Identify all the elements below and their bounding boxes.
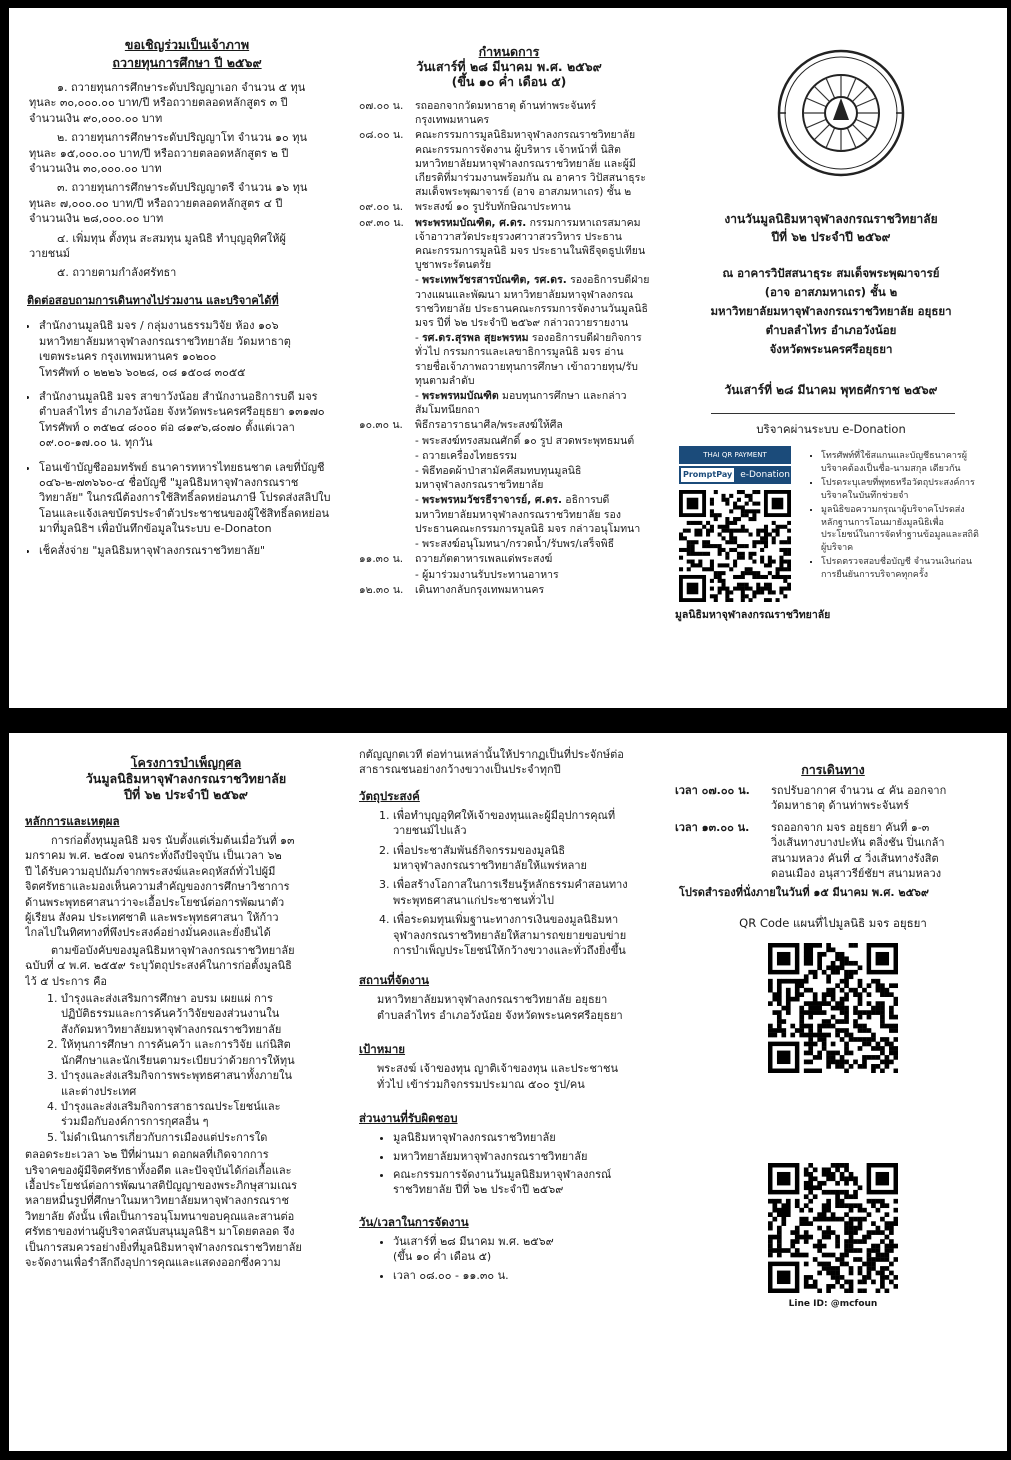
schedule-date: วันเสาร์ที่ ๒๘ มีนาคม พ.ศ. ๒๕๖๙ (416, 59, 602, 74)
continuation-text: กตัญญูกตเวที ต่อท่านเหล่านั้นให้ปรากฏเป็นที่ประจักษ์ต่อ สาธารณชนอย่างกว้างขวางเป็นประจำทุกปี (359, 748, 624, 777)
edonation-note-3: ▪ มูลนิธิขอความกรุณาผู้บริจาคโปรดส่งหลักฐานการโอนมายังมูลนิธิเพื่อประโยชน์ในการจัดทำฐานข้อมูลและสถิติผู้บริจาค (821, 504, 981, 554)
brochure-sheet-front (9, 8, 1007, 708)
travel1-time: เวลา ๐๗.๐๐ น. (675, 784, 750, 797)
schedule-row (359, 200, 659, 215)
schedule-row (359, 128, 659, 200)
promptpay-logo: PromptPay (681, 468, 734, 482)
foundation-objectives (25, 991, 347, 1145)
sponsor-option-2: ๒. ถวายทุนการศึกษาระดับปริญญาโท จำนวน ๑๐ ทุน ทุนละ ๑๕,๐๐๐.๐๐ บาท/ปี หรือถวายตลอดหลักสูตร ๒ ปี จำนวนเงิน ๓๐,๐๐๐.๐๐ บาท (29, 131, 307, 176)
schedule-row (359, 99, 659, 128)
schedule-row (359, 449, 659, 464)
contact-cheque: • เช็คสั่งจ่าย "มูลนิธิมหาจุฬาลงกรณราชวิทยาลัย" (39, 543, 347, 558)
schedule-time (359, 568, 415, 583)
schedule-text: รถออกจากวัดมหาธาตุ ด้านท่าพระจันทร์ กรุงเทพมหานคร (415, 100, 597, 127)
schedule-text: พระสงฆ์ทรงสมณศักดิ์ ๑๐ รูป สวดพระพุทธมนต์ (422, 434, 635, 447)
schedule-time (359, 331, 415, 389)
schedule-row (359, 537, 659, 552)
travel2-text: รถออกจาก มจร อยุธยา คันที่ ๑-๓ วิ่งเส้นทางบางปะหัน ตลิ่งชัน ปิ่นเกล้า สนามหลวง คันที่ ๔ วิ่งเส้นทางรังสิต ดอนเมือง อนุสาวรีย์ชัยฯ สนามหลวง (771, 820, 945, 881)
travel-item-1 (675, 783, 991, 814)
sponsorship-column (27, 8, 347, 708)
travel-item-2 (675, 820, 991, 882)
schedule-time: ๐๗.๐๐ น. (359, 100, 404, 112)
schedule-activity (415, 216, 659, 274)
schedule-time (359, 449, 415, 464)
unit-item-3: • คณะกรรมการจัดงานวันมูลนิธิมหาจุฬาลงกรณ์ ราชวิทยาลัย ปีที่ ๖๒ ประจำปี ๒๕๖๙ (393, 1167, 665, 1198)
schedule-time (359, 389, 415, 418)
sponsor-option-1: ๑. ถวายทุนการศึกษาระดับปริญญาเอก จำนวน ๕ ทุน ทุนละ ๓๐,๐๐๐.๐๐ บาท/ปี หรือถวายตลอดหลักสูตร ๓ ปี จำนวนเงิน ๙๐,๐๐๐.๐๐ บาท (29, 81, 306, 125)
foundation-seal (691, 48, 991, 178)
contact-bangkok: • สำนักงานมูลนิธิ มจร / กลุ่มงานธรรมวิจัย ห้อง ๑๐๖ มหาวิทยาลัยมหาจุฬาลงกรณราชวิทยาลัย วัดมหาธาตุ เขตพระนคร กรุงเทพมหานคร ๑๐๒๐๐ โทรศัพท์ ๐ ๒๒๒๖ ๖๐๒๘, ๐๘ ๑๕๐๘ ๓๐๕๕ (39, 318, 347, 380)
schedule-time: ๐๘.๐๐ น. (359, 129, 404, 142)
schedule-activity (415, 583, 659, 598)
objective-item-2: 2. ให้ทุนการศึกษา การค้นคว้า และการวิจัย แก่นิสิต นักศึกษาและนักเรียนตามระเบียบว่าด้วยการให้ทุน (61, 1037, 347, 1068)
sponsor-option-3: ๓. ถวายทุนการศึกษาระดับปริญญาตรี จำนวน ๑๖ ทุน ทุนละ ๗,๐๐๐.๐๐ บาท/ปี หรือถวายตลอดหลักสูตร ๔ ปี จำนวนเงิน ๒๘,๐๐๐.๐๐ บาท (29, 181, 308, 226)
schedule-row (359, 464, 659, 493)
schedule-text: พระสงฆ์อนุโมทนา/กรวดน้ำ/รับพร/เสร็จพิธี (422, 538, 615, 551)
schedule-text: คณะกรรมการมูลนิธิมหาจุฬาลงกรณราชวิทยาลัย คณะกรรมการจัดงาน ผู้บริหาร เจ้าหน้าที่ นิสิต มหาวิทยาลัยมหาจุฬาลงกรณราชวิทยาลัย และผู้มี เกียรติที่มาร่วมงานพร้อมกัน ณ อาคาร วิปัสสนาธุระ สมเด็จพระพุฒาจารย์ (อาจ อาสภมหาเถร) ชั้น ๒ (415, 129, 646, 199)
project-column (25, 733, 347, 1451)
schedule-activity: - พิธีทอดผ้าป่าสามัคคีสมทบทุนมูลนิธิ มหาจุฬาลงกรณราชวิทยาลัย (415, 465, 582, 492)
travel1-text: รถปรับอากาศ จำนวน ๔ คัน ออกจาก วัดมหาธาตุ ด้านท่าพระจันทร์ (771, 784, 947, 813)
schedule-text: กรรมการมหาเถรสมาคม เจ้าอาวาสวัดประยุรวงศาวาสวรวิหาร ประธาน คณะกรรมการมูลนิธิ มจร ประธานในพิธีจุดธูปเทียน บูชาพระรัตนตรัย (415, 216, 646, 272)
schedule-text: พระสงฆ์ ๑๐ รูปรับทักษิณาประทาน (415, 201, 571, 214)
schedule-text: พิธีทอดผ้าป่าสามัคคีสมทบทุนมูลนิธิ มหาจุฬาลงกรณราชวิทยาลัย (415, 465, 582, 492)
objective-item-3: 3. บำรุงและส่งเสริมกิจการพระพุทธศาสนาทั้งภายใน และต่างประเทศ (61, 1068, 347, 1099)
contact-list (27, 318, 347, 558)
datetime-list (359, 1234, 665, 1283)
units-list (359, 1130, 665, 1198)
qr-caption: มูลนิธิมหาจุฬาลงกรณราชวิทยาลัย (675, 609, 831, 621)
schedule-time: ๑๒.๓๐ น. (359, 583, 404, 596)
schedule-time: ๑๑.๓๐ น. (359, 553, 404, 566)
datetime-item-2: • เวลา ๐๘.๐๐ - ๑๑.๓๐ น. (393, 1268, 665, 1283)
schedule-activity: - พระพรหมบัณฑิต มอบทุนการศึกษา และกล่าว สัมโมทนียกถา (415, 390, 627, 417)
project-heading-2: วันมูลนิธิมหาจุฬาลงกรณราชวิทยาลัย (85, 771, 287, 786)
schedule-row (359, 568, 659, 583)
place-heading: สถานที่จัดงาน (359, 973, 430, 988)
schedule-activity: - พระสงฆ์ทรงสมณศักดิ์ ๑๐ รูป สวดพระพุทธมนต์ (415, 434, 635, 447)
project-objectives (359, 808, 665, 959)
schedule-time (359, 537, 415, 552)
sponsor-heading-1: ขอเชิญร่วมเป็นเจ้าภาพ (124, 37, 250, 52)
schedule-speaker: พระพรหมบัณฑิต, ศ.ดร. (415, 216, 527, 229)
seal-icon (776, 48, 906, 178)
schedule-speaker: พระพรหมวัชรธีราจารย์, ศ.ดร. (422, 494, 562, 507)
reserve-note: โปรดสำรองที่นั่งภายในวันที่ ๑๕ มีนาคม พ.ศ. ๒๕๖๙ (679, 886, 929, 900)
place-text: มหาวิทยาลัยมหาจุฬาลงกรณราชวิทยาลัย อยุธยา ตำบลลำไทร อำเภอวังน้อย จังหวัดพระนครศรีอยุธยา (377, 993, 623, 1022)
sponsor-option-4: ๔. เพิ่มทุน ตั้งทุน สะสมทุน มูลนิธิ ทำบุญอุทิศให้ผู้ วายชนม์ (29, 231, 286, 261)
schedule-time: ๐๙.๐๐ น. (359, 201, 404, 214)
event-date: วันเสาร์ที่ ๒๘ มีนาคม พุทธศักราช ๒๕๖๙ (724, 383, 938, 397)
edonation-note-2: ▪ โปรดระบุเลขที่พุทธหรือวัตถุประสงค์การบริจาคในบันทึกช่วยจำ (821, 477, 981, 502)
schedule-speaker: พระพรหมบัณฑิต (422, 390, 499, 403)
schedule-row (359, 273, 659, 331)
unit-item-1: • มูลนิธิมหาจุฬาลงกรณราชวิทยาลัย (393, 1130, 665, 1145)
schedule-text: เดินทางกลับกรุงเทพมหานคร (415, 583, 545, 596)
closing-text: ตลอดระยะเวลา ๖๒ ปีที่ผ่านมา ดอกผลที่เกิดจากการ บริจาคของผู้มีจิตศรัทธาทั้งอดีต และปัจจุบันได้ก่อเกื้อและ เอื้อประโยชน์ต่อการพัฒนาสติปัญญาของพระภิกษุสามเณร หลายหมื่นรูปที่ศึกษาในมหาวิทยาลัยมหาจุฬาลงกรณราช วิทยาลัย ดังนั้น เพื่อเป็นการอนุโมทนาขอบคุณและสานต่อ ศรัทธาของท่านผู้บริจาคสนับสนุนมูลนิธิฯ มาโดยตลอด จึง เป็นการสมควรอย่างยิ่งที่มูลนิธิมหาจุฬาลงกรณราชวิทยาลัย จะจัดงานเพื่อรำลึกถึงอุปการคุณและแสดงออกซึ่งความ (25, 1148, 302, 1269)
schedule-heading: กำหนดการ (478, 44, 540, 59)
thai-qr-banner: THAI QR PAYMENT (679, 446, 791, 464)
schedule-activity: - ผู้มาร่วมงานรับประทานอาหาร (415, 568, 559, 581)
principle-heading: หลักการและเหตุผล (25, 814, 120, 828)
schedule-time (359, 464, 415, 493)
schedule-row (359, 583, 659, 598)
project-objective-1: 1. เพื่อทำบุญอุทิศให้เจ้าของทุนและผู้มีอุปการคุณที่ วายชนม์ไปแล้ว (393, 808, 665, 839)
edonation-note-4: ▪ โปรดตรวจสอบชื่อบัญชี จำนวนเงินก่อนการยืนยันการบริจาคทุกครั้ง (821, 556, 981, 581)
travel-column (675, 733, 991, 1451)
schedule-row (359, 493, 659, 537)
sponsor-heading-2: ถวายทุนการศึกษา ปี ๒๕๖๙ (112, 55, 262, 70)
brochure-sheet-back (9, 733, 1007, 1451)
schedule-speaker: พระเทพวัชรสารบัณฑิต, รศ.ดร. (422, 274, 567, 287)
units-heading: ส่วนงานที่รับผิดชอบ (359, 1111, 458, 1126)
schedule-text: รองอธิการบดีฝ่าย วางแผนและพัฒนา มหาวิทยาลัยมหาจุฬาลงกรณ ราชวิทยาลัย ประธานคณะกรรมการจัดงานวันมูลนิธิ มจร ปีที่ ๖๒ ประจำปี ๒๕๖๙ กล่าวถวายรายงาน (415, 274, 650, 330)
event-title-1: งานวันมูลนิธิมหาจุฬาลงกรณราชวิทยาลัย (724, 212, 938, 226)
schedule-column (359, 8, 659, 708)
schedule-time: ๐๙.๓๐ น. (359, 216, 404, 229)
schedule-time (359, 493, 415, 537)
schedule-activity (415, 418, 659, 433)
schedule-speaker: รศ.ดร.สุรพล สุยะพรหม (422, 332, 529, 345)
travel-heading: การเดินทาง (801, 762, 865, 777)
schedule-activity: - พระเทพวัชรสารบัณฑิต, รศ.ดร. รองอธิการบดีฝ่าย วางแผนและพัฒนา มหาวิทยาลัยมหาจุฬาลงกรณ ราชวิทยาลัย ประธานคณะกรรมการจัดงานวันมูลนิธิ มจร ปีที่ ๖๒ ประจำปี ๒๕๖๙ กล่าวถวายรายงาน (415, 274, 650, 330)
schedule-activity: - ถวายเครื่องไทยธรรม (415, 449, 518, 462)
schedule-row (359, 331, 659, 389)
schedule-text: พิธีกรอาราธนาศีล/พระสงฆ์ให้ศีล (415, 419, 563, 432)
cover-column (671, 8, 991, 708)
unit-item-2: • มหาวิทยาลัยมหาจุฬาลงกรณราชวิทยาลัย (393, 1149, 665, 1164)
contact-heading: ติดต่อสอบถามการเดินทางไปร่วมงาน และบริจาคได้ที่ (27, 293, 279, 307)
datetime-item-1: • วันเสาร์ที่ ๒๘ มีนาคม พ.ศ. ๒๕๖๙ (ขึ้น ๑๐ ค่ำ เดือน ๕) (393, 1234, 665, 1265)
project-objective-3: 3. เพื่อสร้างโอกาสในการเรียนรู้หลักธรรมคำสอนทาง พระพุทธศาสนาแก่ประชาชนทั่วไป (393, 877, 665, 908)
schedule-time: ๑๐.๓๐ น. (359, 419, 403, 432)
datetime-heading: วัน/เวลาในการจัดงาน (359, 1214, 469, 1229)
schedule-row (359, 389, 659, 418)
schedule-time (359, 273, 415, 331)
schedule-activity: - รศ.ดร.สุรพล สุยะพรหม รองอธิการบดีฝ่ายกิจการ ทั่วไป กรรมการและเลขาธิการมูลนิธิ มจร อ่าน รายชื่อเจ้าภาพถวายทุนการศึกษา เข้าถวายทุน/รับ ทุนตามลำดับ (415, 332, 642, 387)
schedule-text: ผู้มาร่วมงานรับประทานอาหาร (422, 568, 559, 581)
schedule-text: รองอธิการบดีฝ่ายกิจการ ทั่วไป กรรมการและเลขาธิการมูลนิธิ มจร อ่าน รายชื่อเจ้าภาพถวายทุนการศึกษา เข้าถวายทุน/รับ ทุนตามลำดับ (415, 332, 642, 387)
principle-text: การก่อตั้งทุนมูลนิธิ มจร นับตั้งแต่เริ่มต้นเมื่อวันที่ ๑๓ มกราคม พ.ศ. ๒๕๐๗ จนกระทั่งถึงปัจจุบัน เป็นเวลา ๖๒ ปี ได้รับความอุปถัมภ์จากพระสงฆ์และคฤหัสถ์ทั่วไปผู้มี จิตศรัทธาและมองเห็นความสำคัญของการศึกษาวิชาการ ด้านพระพุทธศาสนาว่าจะเอื้อประโยชน์ต่อการพัฒนาตัว ผู้เรียน สังคม ประเทศชาติ และพระพุทธศาสนา ให้ก้าว ไกลไปในทิศทางที่พึงประสงค์อย่างมั่นคงและยั่งยืนได้ (25, 834, 295, 940)
objective-item-1: 1. บำรุงและส่งเสริมการศึกษา อบรม เผยแผ่ การ ปฏิบัติธรรมและการค้นคว้าวิจัยของส่วนงานใน สังกัดมหาวิทยาลัยมหาจุฬาลงกรณราชวิทยาลัย (61, 991, 347, 1037)
schedule-activity (415, 200, 659, 215)
schedule-row (359, 552, 659, 567)
schedule-row (359, 434, 659, 449)
schedule-text: ถวายเครื่องไทยธรรม (422, 449, 518, 462)
event-venue: ณ อาคารวิปัสสนาธุระ สมเด็จพระพุฒาจารย์ (อาจ อาสภมหาเถร) ชั้น ๒ มหาวิทยาลัยมหาจุฬาลงกรณราชวิทยาลัย อยุธยา ตำบลลำไทร อำเภอวังน้อย จังหวัดพระนครศรีอยุธยา (710, 266, 952, 356)
contact-bank-transfer: • โอนเข้าบัญชีออมทรัพย์ ธนาคารทหารไทยธนชาต เลขที่บัญชี ๐๔๖-๒-๗๓๖๖๐-๔ ชื่อบัญชี "มูลนิธิมหาจุฬาลงกรณราช วิทยาลัย" ในกรณีต้องการใช้สิทธิ์ลดหย่อนภาษี โปรดส่งสลิปใบ โอนและแจ้งเลขบัตรประจำตัวประชาชนของผู้ใช้สิทธิ์ลดหย่อน มาที่มูลนิธิฯ เพื่อบันทึกข้อมูลในระบบ e-Donaton (39, 460, 347, 537)
edonation-note-1: ▪ โทรศัพท์ที่ใช้สแกนและบัญชีธนาคารผู้บริจาคต้องเป็นชื่อ-นามสกุล เดียวกัน (821, 450, 981, 475)
schedule-activity: - พระพรหมวัชรธีราจารย์, ศ.ดร. อธิการบดี มหาวิทยาลัยมหาจุฬาลงกรณราชวิทยาลัย รอง ประธานคณะกรรมการมูลนิธิ มจร กล่าวอนุโมทนา (415, 494, 641, 535)
sponsor-option-5: ๕. ถวายตามกำลังศรัทธา (57, 266, 177, 280)
edonation-heading: บริจาคผ่านระบบ e-Donation (756, 422, 906, 436)
line-qr-code[interactable] (675, 1163, 991, 1293)
schedule-table (359, 99, 659, 598)
project-heading-1: โครงการบำเพ็ญกุศล (130, 755, 242, 770)
schedule-lunar-date: (ขึ้น ๑๐ ค่ำ เดือน ๕) (451, 74, 567, 89)
schedule-row (359, 418, 659, 433)
objectives-heading: วัตถุประสงค์ (359, 788, 420, 803)
event-title-2: ปีที่ ๖๒ ประจำปี ๒๕๖๙ (771, 230, 891, 244)
edonation-qr-code[interactable] (679, 490, 809, 602)
line-id: Line ID: @mcfoun (788, 1298, 878, 1309)
target-heading: เป้าหมาย (359, 1042, 406, 1057)
schedule-time (359, 434, 415, 449)
schedule-text: ถวายภัตตาหารเพลแด่พระสงฆ์ (415, 553, 553, 566)
target-text: พระสงฆ์ เจ้าของทุน ญาติเจ้าของทุน และประชาชน ทั่วไป เข้าร่วมกิจกรรมประมาณ ๕๐๐ รูป/คน (377, 1062, 618, 1091)
principle-text-2: ตามข้อบังคับของมูลนิธิมหาจุฬาลงกรณราชวิทยาลัย ฉบับที่ ๔ พ.ศ. ๒๕๕๙ ระบุวัตถุประสงค์ในการก่อตั้งมูลนิธิ ไว้ ๕ ประการ คือ (25, 943, 295, 988)
edonation-notes (809, 450, 981, 602)
schedule-activity: - พระสงฆ์อนุโมทนา/กรวดน้ำ/รับพร/เสร็จพิธี (415, 538, 615, 551)
schedule-row (359, 216, 659, 274)
objective-item-4: 4. บำรุงและส่งเสริมกิจการสาธารณประโยชน์และ ร่วมมือกับองค์การการกุศลอื่น ๆ (61, 1099, 347, 1130)
map-qr-heading: QR Code แผนที่ไปมูลนิธิ มจร อยุธยา (739, 915, 927, 930)
objective-item-5: 5. ไม่ดำเนินการเกี่ยวกับการเมืองแต่ประการใด (61, 1130, 347, 1145)
edonation-label: e-Donation (740, 470, 790, 480)
project-heading-3: ปีที่ ๖๒ ประจำปี ๒๕๖๙ (124, 787, 248, 802)
schedule-text: อธิการบดี มหาวิทยาลัยมหาจุฬาลงกรณราชวิทยาลัย รอง ประธานคณะกรรมการมูลนิธิ มจร กล่าวอนุโมทนา (415, 494, 641, 535)
project-objective-4: 4. เพื่อระดมทุนเพิ่มฐานะทางการเงินของมูลนิธิมหา จุฬาลงกรณราชวิทยาลัยให้สามารถขยายขอบข่าย การบำเพ็ญประโยชน์ให้กว้างขวางและทั่วถึงยิ่งขึ้น (393, 912, 665, 958)
travel2-time: เวลา ๑๓.๐๐ น. (675, 820, 750, 834)
map-qr-code[interactable] (675, 943, 991, 1073)
schedule-activity (415, 552, 659, 567)
edonation-panel (679, 446, 809, 602)
schedule-activity (415, 99, 659, 128)
schedule-text: มอบทุนการศึกษา และกล่าว สัมโมทนียกถา (415, 390, 627, 417)
contact-wangnoi: • สำนักงานมูลนิธิ มจร สาขาวังน้อย สำนักงานอธิการบดี มจร ตำบลลำไทร อำเภอวังน้อย จังหวัดพระนครศรีอยุธยา ๑๓๑๗๐ โทรศัพท์ ๐ ๓๕๒๔ ๘๐๐๐ ต่อ ๘๑๙๖,๘๐๗๐ ตั้งแต่เวลา ๐๙.๐๐-๑๗.๐๐ น. ทุกวัน (39, 389, 347, 451)
schedule-activity (415, 128, 659, 200)
objectives-column (359, 733, 665, 1451)
project-objective-2: 2. เพื่อประชาสัมพันธ์กิจกรรมของมูลนิธิ มหาจุฬาลงกรณราชวิทยาลัยให้แพร่หลาย (393, 843, 665, 874)
